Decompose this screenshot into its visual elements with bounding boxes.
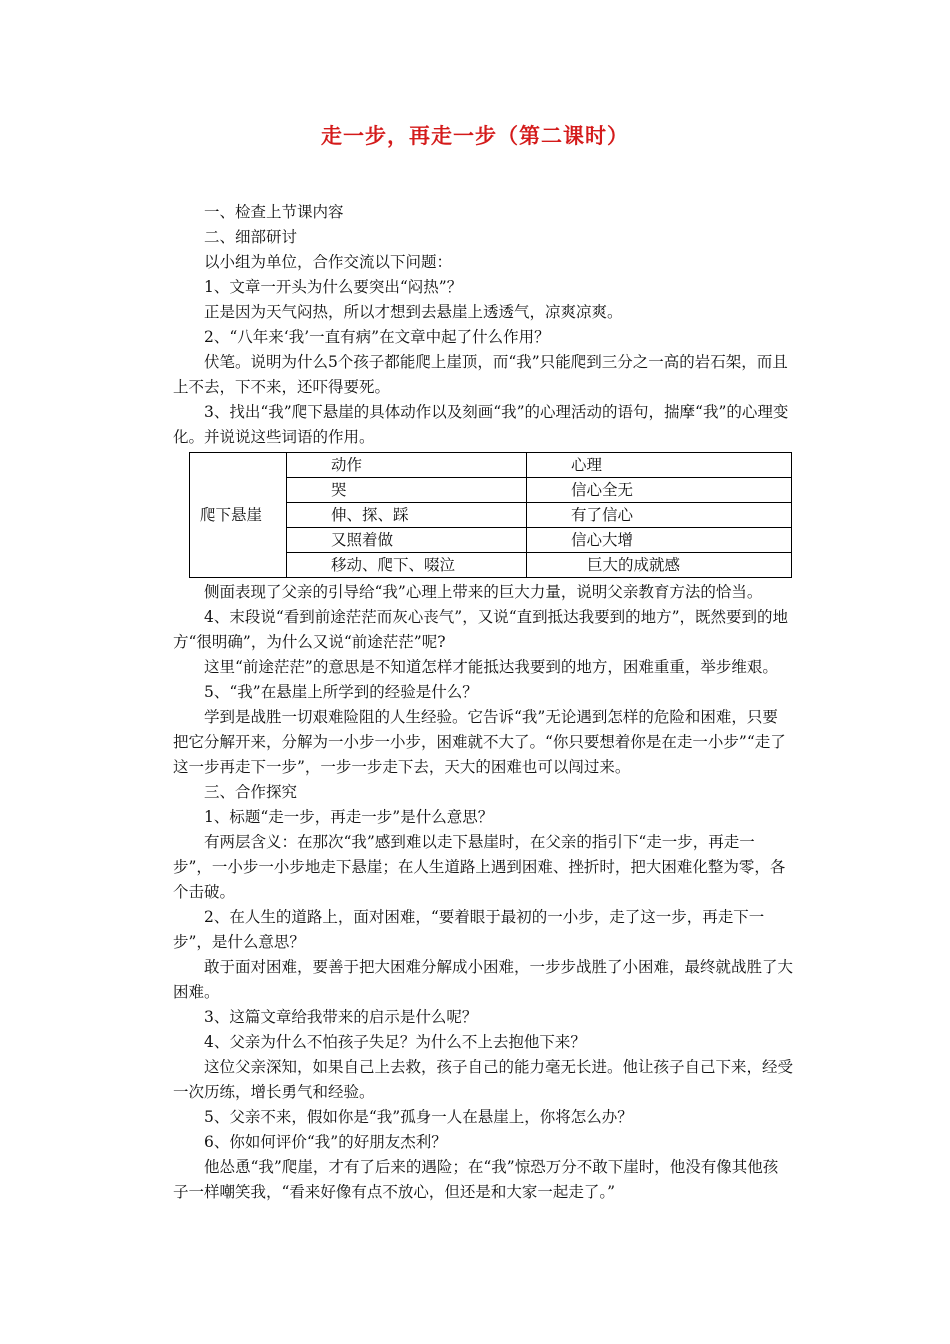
- paragraph: 这位父亲深知，如果自己上去救，孩子自己的能力毫无长进。他让孩子自己下来，经受一次历练，增长勇气和经验。: [173, 1058, 794, 1101]
- paragraph: 二、细部研讨: [204, 228, 298, 246]
- table-cell-mind: 信心大增: [527, 528, 792, 553]
- paragraph: 学到是战胜一切艰难险阻的人生经验。它告诉“我”无论遇到怎样的危险和困难，只要把它分解开来，分解为一小步一小步，困难就不大了。“你只要想着你是在走一小步”“走了这一步再走下一步”，一步一步走下去，天大的困难也可以闯过来。: [173, 708, 786, 776]
- table-cell-action: 又照着做: [287, 528, 527, 553]
- paragraph: 2、在人生的道路上，面对困难，“要着眼于最初的一小步，走了这一步，再走下一步”，是什么意思？: [173, 908, 765, 951]
- table-row-header: 爬下悬崖: [190, 453, 287, 578]
- paragraph: 3、找出“我”爬下悬崖的具体动作以及刻画“我”的心理活动的语句，揣摩“我”的心理变化。并说说这些词语的作用。: [173, 403, 789, 446]
- document-body: [173, 200, 793, 1205]
- paragraph: 5、父亲不来，假如你是“我”孤身一人在悬崖上，你将怎么办？: [204, 1108, 633, 1126]
- paragraph: 1、标题“走一步，再走一步”是什么意思？: [204, 808, 494, 826]
- table-cell-action: 哭: [287, 478, 527, 503]
- paragraph: 一、检查上节课内容: [204, 203, 344, 221]
- paragraph: 5、“我”在悬崖上所学到的经验是什么？: [204, 683, 478, 701]
- paragraph: 2、“八年来‘我’一直有病”在文章中起了什么作用？: [204, 328, 550, 346]
- table-cell-action: 移动、爬下、啜泣: [287, 553, 527, 578]
- paragraph: 这里“前途茫茫”的意思是不知道怎样才能抵达我要到的地方，困难重重，举步维艰。: [204, 658, 778, 676]
- paragraph: 以小组为单位，合作交流以下问题：: [204, 253, 453, 271]
- table-cell-mind: 信心全无: [527, 478, 792, 503]
- paragraph: 他怂恿“我”爬崖，才有了后来的遇险；在“我”惊恐万分不敢下崖时，他没有像其他孩子一样嘲笑我，“看来好像有点不放心，但还是和大家一起走了。”: [173, 1158, 779, 1201]
- cliff-descent-table: [189, 452, 792, 578]
- table-cell-action: 伸、探、踩: [287, 503, 527, 528]
- table-cell-mind: 有了信心: [527, 503, 792, 528]
- paragraph: 侧面表现了父亲的引导给“我”心理上带来的巨大力量，说明父亲教育方法的恰当。: [204, 583, 763, 601]
- paragraph: 1、文章一开头为什么要突出“闷热”？: [204, 278, 463, 296]
- paragraph: 4、父亲为什么不怕孩子失足？为什么不上去抱他下来？: [204, 1033, 586, 1051]
- paragraph: 敢于面对困难，要善于把大困难分解成小困难，一步步战胜了小困难，最终就战胜了大困难。: [173, 958, 794, 1001]
- table-header-row: [190, 453, 792, 478]
- paragraph: 正是因为天气闷热，所以才想到去悬崖上透透气，凉爽凉爽。: [204, 303, 623, 321]
- column-header-mind: 心理: [527, 453, 792, 478]
- column-header-action: 动作: [287, 453, 527, 478]
- table-cell-mind: 巨大的成就感: [527, 553, 792, 578]
- paragraph: 三、合作探究: [204, 783, 298, 801]
- paragraph: 3、这篇文章给我带来的启示是什么呢？: [204, 1008, 478, 1026]
- paragraph: 6、你如何评价“我”的好朋友杰利？: [204, 1133, 447, 1151]
- paragraph: 伏笔。说明为什么5个孩子都能爬上崖顶，而“我”只能爬到三分之一高的岩石架，而且上不去，下不来，还吓得要死。: [173, 353, 788, 396]
- paragraph: 有两层含义：在那次“我”感到难以走下悬崖时，在父亲的指引下“走一步，再走一步”，一小步一小步地走下悬崖；在人生道路上遇到困难、挫折时，把大困难化整为零，各个击破。: [173, 833, 786, 901]
- paragraph: 4、末段说“看到前途茫茫而灰心丧气”，又说“直到抵达我要到的地方”，既然要到的地方“很明确”，为什么又说“前途茫茫”呢?: [173, 608, 789, 651]
- document-title: 走一步，再走一步（第二课时）: [321, 124, 629, 148]
